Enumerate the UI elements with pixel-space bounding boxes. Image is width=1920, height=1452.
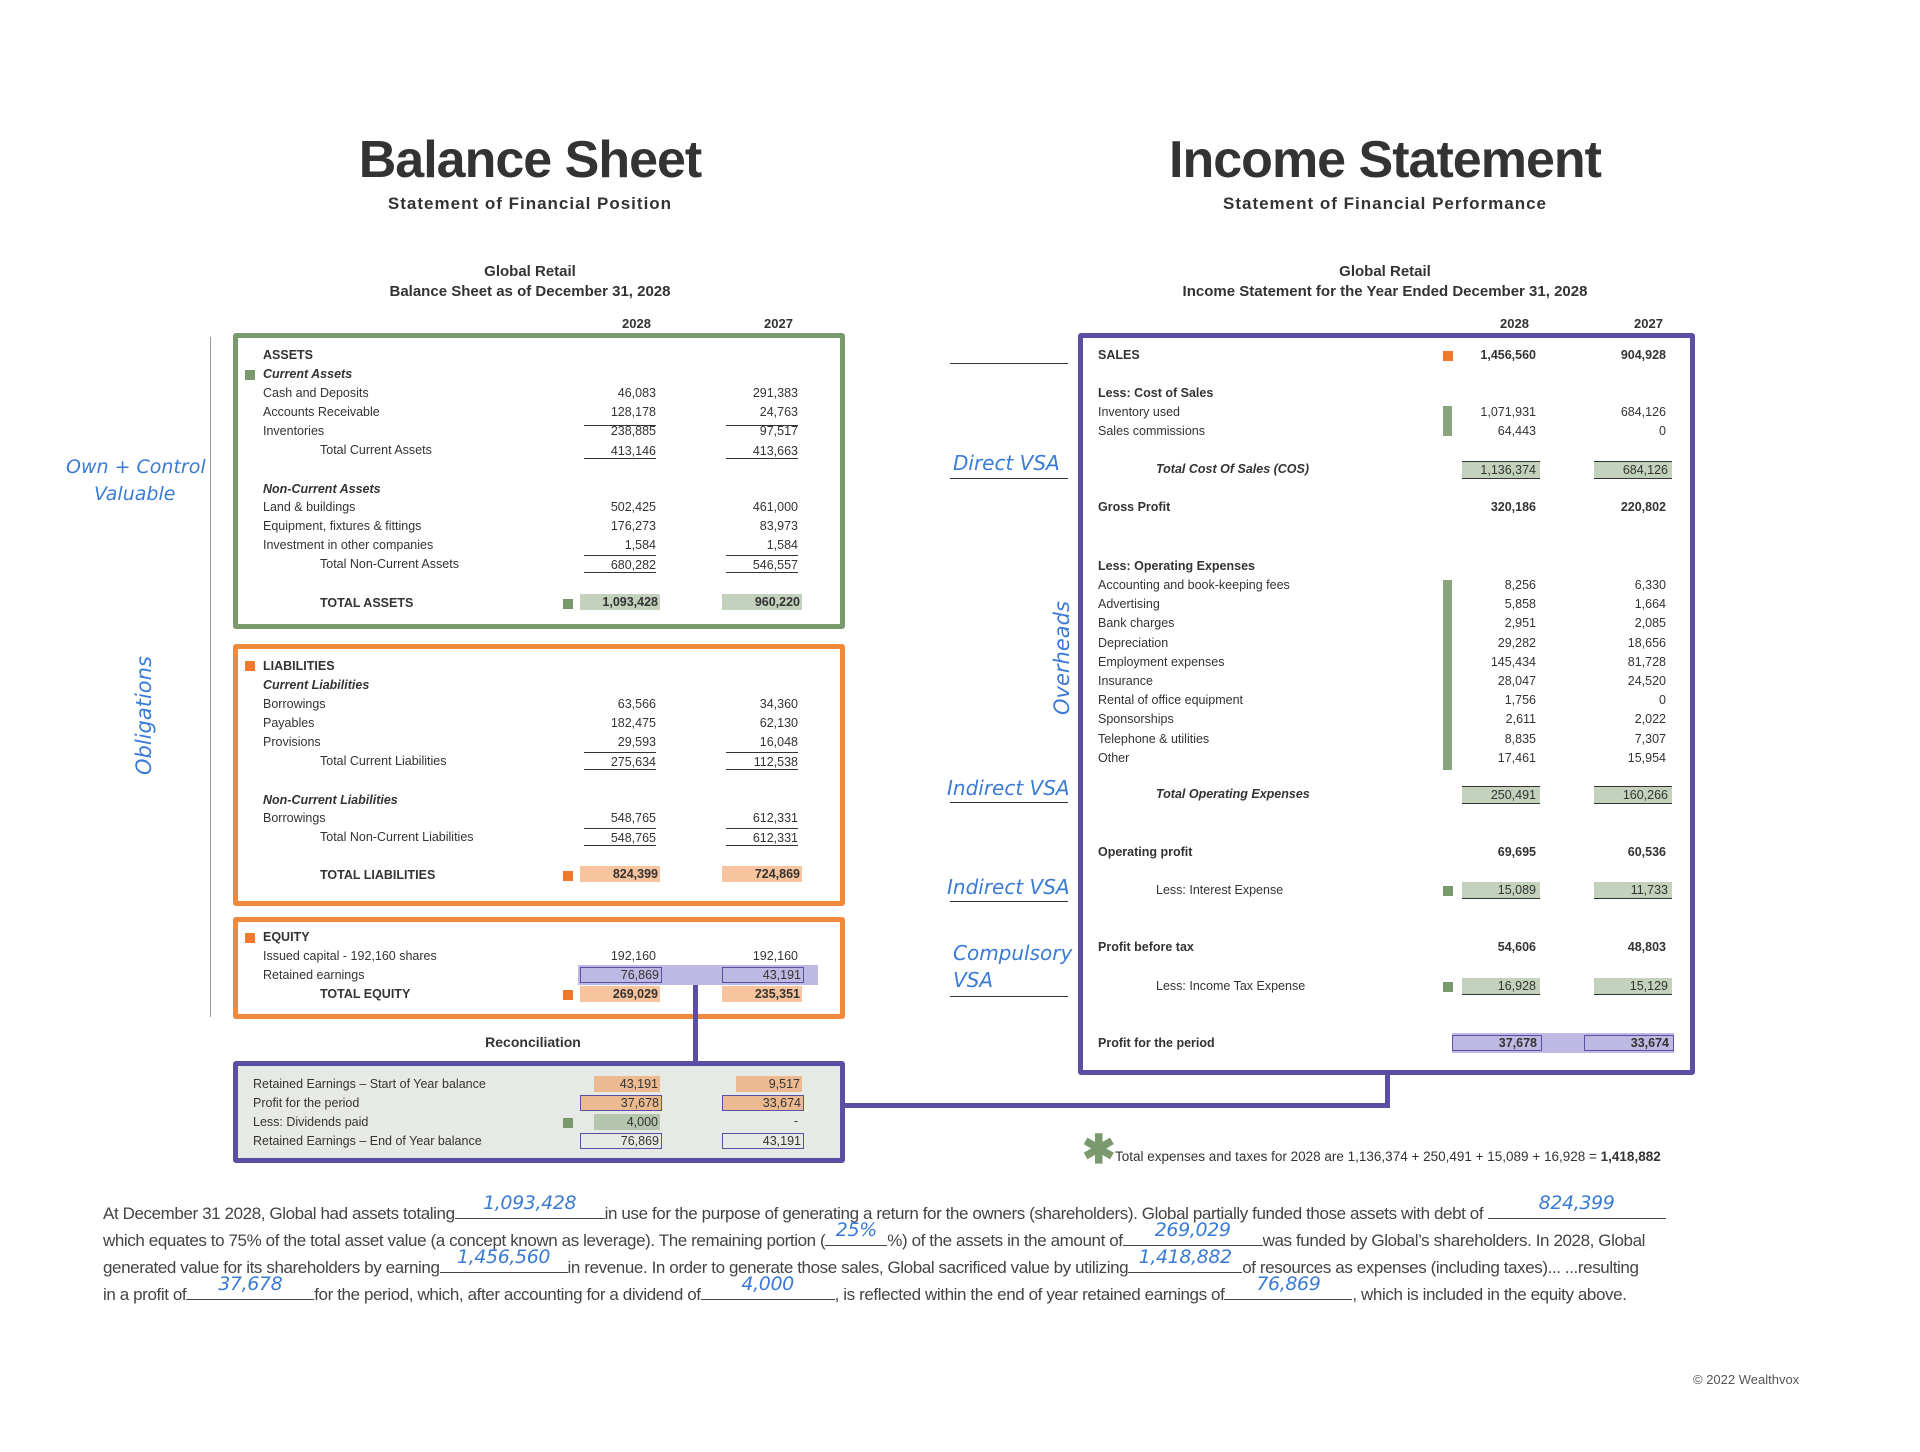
total-noncurrent-assets-2027: 546,557 — [726, 555, 798, 573]
opex-item-2027: 7,307 — [1634, 732, 1666, 746]
tax-2027: 15,129 — [1594, 978, 1672, 995]
interest-2028: 15,089 — [1462, 882, 1540, 899]
annotation-line — [950, 802, 1068, 803]
asterisk-icon: ✱ — [1082, 1128, 1116, 1172]
opex-item-2027: 2,085 — [1634, 616, 1666, 630]
opex-item-2027: 15,954 — [1627, 751, 1666, 765]
current-liability-row: Provisions — [263, 735, 321, 749]
sales-2027: 904,928 — [1620, 348, 1666, 362]
opex-item-2027: 0 — [1659, 693, 1666, 707]
bs-heading: Balance Sheet as of December 31, 2028 — [389, 283, 671, 300]
total-cos-label: Total Cost Of Sales (COS) — [1156, 462, 1310, 476]
total-noncurrent-assets-2028: 680,282 — [584, 555, 656, 573]
pbt-2028: 54,606 — [1497, 940, 1536, 954]
cos-item-2028: 1,071,931 — [1480, 405, 1536, 419]
total-assets-marker — [563, 599, 573, 609]
noncurrent-asset-2027: 1,584 — [766, 538, 798, 552]
profit-2028: 37,678 — [1452, 1035, 1542, 1051]
current-asset-2028: 128,178 — [610, 405, 656, 419]
equity-label: EQUITY — [263, 930, 310, 944]
operating-profit-label: Operating profit — [1098, 845, 1193, 859]
bs-year-2027: 2027 — [764, 316, 793, 331]
opex-item-2028: 145,434 — [1490, 655, 1536, 669]
noncurrent-liability-2028: 548,765 — [610, 811, 656, 825]
note-compulsory: Compulsory — [953, 941, 1073, 965]
cos-label: Less: Cost of Sales — [1098, 386, 1214, 400]
narrative-line-1: At December 31 2028, Global had assets totaling 1,093,428 in use for the purpose of generating a return for the owners (shareholders). Global partially funded those assets with debt of 824,399 — [103, 1200, 1666, 1224]
interest-marker — [1443, 886, 1453, 896]
total-assets-label: TOTAL ASSETS — [320, 596, 414, 610]
interest-2027: 11,733 — [1594, 882, 1672, 899]
retained-earnings-label: Retained earnings — [263, 968, 365, 982]
current-liability-row: Payables — [263, 716, 315, 730]
opex-item-2028: 2,611 — [1505, 712, 1536, 726]
cos-item-2028: 64,443 — [1497, 424, 1536, 438]
reconciliation-label: Reconciliation — [485, 1034, 581, 1050]
narrative-line-3: generated value for its shareholders by earning 1,456,560 in revenue. In order to generate those sales, Global sacrificed value by utilizing 1,418,882 of resources as expenses (including taxes)... ...resulting — [103, 1246, 1639, 1277]
operating-profit-2028: 69,695 — [1497, 845, 1536, 859]
note-valuable: Valuable — [94, 483, 176, 505]
is-year-2028: 2028 — [1500, 316, 1529, 331]
current-asset-2028: 238,885 — [610, 424, 656, 438]
note-indirect-vsa-2: Indirect VSA — [947, 875, 1070, 899]
blank-line — [950, 363, 1068, 364]
total-equity-marker — [563, 990, 573, 1000]
current-assets-label: Current Assets — [263, 367, 353, 381]
total-liabilities-2027: 724,869 — [722, 866, 802, 882]
current-liability-2027: 16,048 — [759, 735, 798, 749]
retained-earnings-2027: 43,191 — [722, 967, 804, 983]
total-cos-2028: 1,136,374 — [1462, 461, 1540, 479]
total-liabilities-label: TOTAL LIABILITIES — [320, 868, 436, 882]
reconciliation-2027: 43,191 — [722, 1133, 804, 1149]
profit-connector-h — [845, 1103, 1390, 1108]
sales-label: SALES — [1098, 348, 1140, 362]
opex-item-2027: 18,656 — [1627, 636, 1666, 650]
reconciliation-2027: - — [793, 1114, 798, 1128]
noncurrent-asset-row: Investment in other companies — [263, 538, 434, 552]
tax-marker — [1443, 982, 1453, 992]
opex-item: Other — [1098, 751, 1130, 765]
noncurrent-asset-2028: 502,425 — [610, 500, 656, 514]
current-liability-2028: 63,566 — [617, 697, 656, 711]
noncurrent-liability-2027: 612,331 — [752, 811, 798, 825]
equity-marker — [245, 933, 255, 943]
current-asset-row: Inventories — [263, 424, 325, 438]
current-asset-2028: 46,083 — [617, 386, 656, 400]
current-liabilities-label: Current Liabilities — [263, 678, 370, 692]
note-overheads: Overheads — [1050, 601, 1074, 715]
fill-retained: 76,869 — [1256, 1273, 1321, 1295]
total-noncurrent-liabilities-2028: 548,765 — [584, 828, 656, 846]
reconciliation-2028: 4,000 — [594, 1114, 660, 1130]
current-liability-2028: 182,475 — [610, 716, 656, 730]
opex-item: Bank charges — [1098, 616, 1175, 630]
issued-capital-label: Issued capital - 192,160 shares — [263, 949, 437, 963]
opex-item-2027: 81,728 — [1627, 655, 1666, 669]
profit-connector-v — [1385, 1072, 1390, 1108]
is-company: Global Retail — [1339, 263, 1431, 280]
current-asset-row: Accounts Receivable — [263, 405, 380, 419]
total-noncurrent-assets-label: Total Non-Current Assets — [320, 557, 459, 571]
cos-item-2027: 0 — [1659, 424, 1666, 438]
fill-assets: 1,093,428 — [483, 1192, 577, 1214]
opex-item-2028: 1,756 — [1504, 693, 1536, 707]
income-statement-subtitle: Statement of Financial Performance — [1222, 194, 1548, 213]
gross-profit-2027: 220,802 — [1620, 500, 1666, 514]
note-obligations: Obligations — [132, 656, 156, 775]
tax-2028: 16,928 — [1462, 978, 1540, 995]
dividends-marker — [563, 1118, 573, 1128]
cos-item: Inventory used — [1098, 405, 1180, 419]
current-liability-2028: 29,593 — [617, 735, 656, 749]
is-heading: Income Statement for the Year Ended December 31, 2028 — [1182, 283, 1588, 300]
reconciliation-2027: 33,674 — [722, 1095, 804, 1111]
sales-2028: 1,456,560 — [1480, 348, 1536, 362]
balance-sheet-subtitle: Statement of Financial Position — [387, 194, 673, 213]
total-noncurrent-liabilities-label: Total Non-Current Liabilities — [320, 830, 474, 844]
profit-2027: 33,674 — [1584, 1035, 1674, 1051]
opex-item-2027: 24,520 — [1627, 674, 1666, 688]
noncurrent-asset-2027: 461,000 — [752, 500, 798, 514]
gross-profit-2028: 320,186 — [1490, 500, 1536, 514]
total-opex-label: Total Operating Expenses — [1156, 787, 1310, 801]
opex-item: Depreciation — [1098, 636, 1169, 650]
annotation-line — [950, 996, 1068, 997]
opex-item-2028: 17,461 — [1497, 751, 1536, 765]
copyright: © 2022 Wealthvox — [1693, 1372, 1800, 1387]
reconciliation-2028: 43,191 — [594, 1076, 660, 1092]
opex-item-2028: 28,047 — [1497, 674, 1536, 688]
annotation-line — [950, 901, 1068, 902]
is-year-2027: 2027 — [1634, 316, 1663, 331]
total-current-liabilities-label: Total Current Liabilities — [320, 754, 447, 768]
annotation-line — [950, 478, 1068, 479]
interest-label: Less: Interest Expense — [1156, 883, 1284, 897]
total-current-assets-2028: 413,146 — [584, 425, 656, 459]
profit-label: Profit for the period — [1098, 1036, 1215, 1050]
reconciliation-row: Profit for the period — [253, 1096, 360, 1110]
opex-item-2027: 6,330 — [1634, 578, 1666, 592]
total-noncurrent-liabilities-2027: 612,331 — [726, 828, 798, 846]
reconciliation-2027: 9,517 — [736, 1076, 802, 1092]
fill-revenue: 1,456,560 — [456, 1246, 551, 1268]
assets-label: ASSETS — [263, 348, 314, 362]
opex-item-2027: 2,022 — [1634, 712, 1666, 726]
opex-item-2027: 1,664 — [1634, 597, 1666, 611]
reconciliation-row: Retained Earnings – End of Year balance — [253, 1134, 482, 1148]
opex-item: Employment expenses — [1098, 655, 1225, 669]
bs-year-2028: 2028 — [622, 316, 651, 331]
opex-item-2028: 29,282 — [1497, 636, 1536, 650]
total-opex-2028: 250,491 — [1462, 786, 1540, 804]
issued-capital-2028: 192,160 — [610, 949, 656, 963]
pbt-label: Profit before tax — [1098, 940, 1194, 954]
note-vsa: VSA — [953, 968, 994, 992]
opex-item: Accounting and book-keeping fees — [1098, 578, 1290, 592]
current-asset-2027: 24,763 — [759, 405, 798, 419]
bs-company: Global Retail — [484, 263, 576, 280]
fill-expenses: 1,418,882 — [1138, 1246, 1232, 1268]
noncurrent-assets-label: Non-Current Assets — [263, 482, 381, 496]
operating-profit-2027: 60,536 — [1627, 845, 1666, 859]
retained-earnings-2028: 76,869 — [580, 967, 662, 983]
reconciliation-row: Less: Dividends paid — [253, 1115, 369, 1129]
balance-sheet-title: Balance Sheet — [358, 131, 702, 189]
gross-profit-label: Gross Profit — [1098, 500, 1171, 514]
noncurrent-liability-row: Borrowings — [263, 811, 326, 825]
total-equity-2027: 235,351 — [722, 986, 802, 1002]
opex-item: Rental of office equipment — [1098, 693, 1244, 707]
opex-label: Less: Operating Expenses — [1098, 559, 1256, 573]
footnote: Total expenses and taxes for 2028 are 1,136,374 + 250,491 + 15,089 + 16,928 = 1,418,882 — [1115, 1149, 1661, 1164]
retained-connector — [693, 985, 698, 1061]
fill-profit: 37,678 — [218, 1273, 283, 1295]
bs-left-rule — [210, 337, 211, 1017]
noncurrent-asset-row: Equipment, fixtures & fittings — [263, 519, 422, 533]
noncurrent-asset-2027: 83,973 — [759, 519, 798, 533]
opex-item: Telephone & utilities — [1098, 732, 1210, 746]
total-opex-2027: 160,266 — [1594, 786, 1672, 804]
current-liability-2027: 62,130 — [759, 716, 798, 730]
tax-label: Less: Income Tax Expense — [1156, 979, 1306, 993]
reconciliation-row: Retained Earnings – Start of Year balance — [253, 1077, 486, 1091]
total-current-liabilities-2027: 112,538 — [726, 752, 798, 770]
noncurrent-liabilities-label: Non-Current Liabilities — [263, 793, 398, 807]
current-assets-marker — [245, 370, 255, 380]
total-current-assets-label: Total Current Assets — [320, 443, 432, 457]
liabilities-label: LIABILITIES — [263, 659, 335, 673]
fill-portion: 25% — [835, 1219, 877, 1241]
issued-capital-2027: 192,160 — [752, 949, 798, 963]
current-asset-2027: 97,517 — [759, 424, 798, 438]
total-current-assets-2027: 413,663 — [726, 425, 798, 459]
fill-debt: 824,399 — [1538, 1192, 1615, 1214]
opex-item: Sponsorships — [1098, 712, 1174, 726]
note-own-control: Own + Control — [66, 456, 206, 478]
liabilities-marker — [245, 661, 255, 671]
income-statement-title: Income Statement — [1169, 131, 1601, 189]
opex-item-2028: 5,858 — [1504, 597, 1536, 611]
total-equity-label: TOTAL EQUITY — [320, 987, 411, 1001]
opex-item-2028: 8,835 — [1504, 732, 1536, 746]
total-equity-2028: 269,029 — [580, 986, 660, 1002]
total-liabilities-marker — [563, 871, 573, 881]
current-asset-2027: 291,383 — [752, 386, 798, 400]
note-indirect-vsa-1: Indirect VSA — [947, 776, 1070, 800]
opex-item: Advertising — [1098, 597, 1160, 611]
total-current-liabilities-2028: 275,634 — [584, 752, 656, 770]
reconciliation-2028: 76,869 — [580, 1133, 662, 1149]
noncurrent-asset-row: Land & buildings — [263, 500, 356, 514]
narrative-line-4: in a profit of 37,678 for the period, which, after accounting for a dividend of 4,000 , is reflected within the end of year retained earnings of 76,869 , which is included in the equity above. — [103, 1273, 1627, 1304]
total-assets-2028: 1,093,428 — [580, 594, 660, 610]
total-liabilities-2028: 824,399 — [580, 866, 660, 882]
noncurrent-asset-2028: 176,273 — [610, 519, 656, 533]
opex-item-2028: 2,951 — [1504, 616, 1536, 630]
narrative-line-2: which equates to 75% of the total asset value (a concept known as leverage). The remaining portion ( 25% %) of the assets in the amount of 269,029 was funded by Global’s shareholders. In 2028, Global — [103, 1219, 1646, 1250]
cos-item-2027: 684,126 — [1620, 405, 1666, 419]
fill-equity: 269,029 — [1154, 1219, 1231, 1241]
opex-item: Insurance — [1098, 674, 1153, 688]
opex-item-2028: 8,256 — [1504, 578, 1536, 592]
current-liability-2027: 34,360 — [759, 697, 798, 711]
fill-dividend: 4,000 — [741, 1273, 794, 1295]
cos-item: Sales commissions — [1098, 424, 1205, 438]
note-direct-vsa: Direct VSA — [953, 451, 1060, 475]
reconciliation-2028: 37,678 — [580, 1095, 662, 1111]
current-asset-row: Cash and Deposits — [263, 386, 369, 400]
pbt-2027: 48,803 — [1627, 940, 1666, 954]
total-cos-2027: 684,126 — [1594, 461, 1672, 479]
current-liability-row: Borrowings — [263, 697, 326, 711]
noncurrent-asset-2028: 1,584 — [624, 538, 656, 552]
total-assets-2027: 960,220 — [722, 594, 802, 610]
